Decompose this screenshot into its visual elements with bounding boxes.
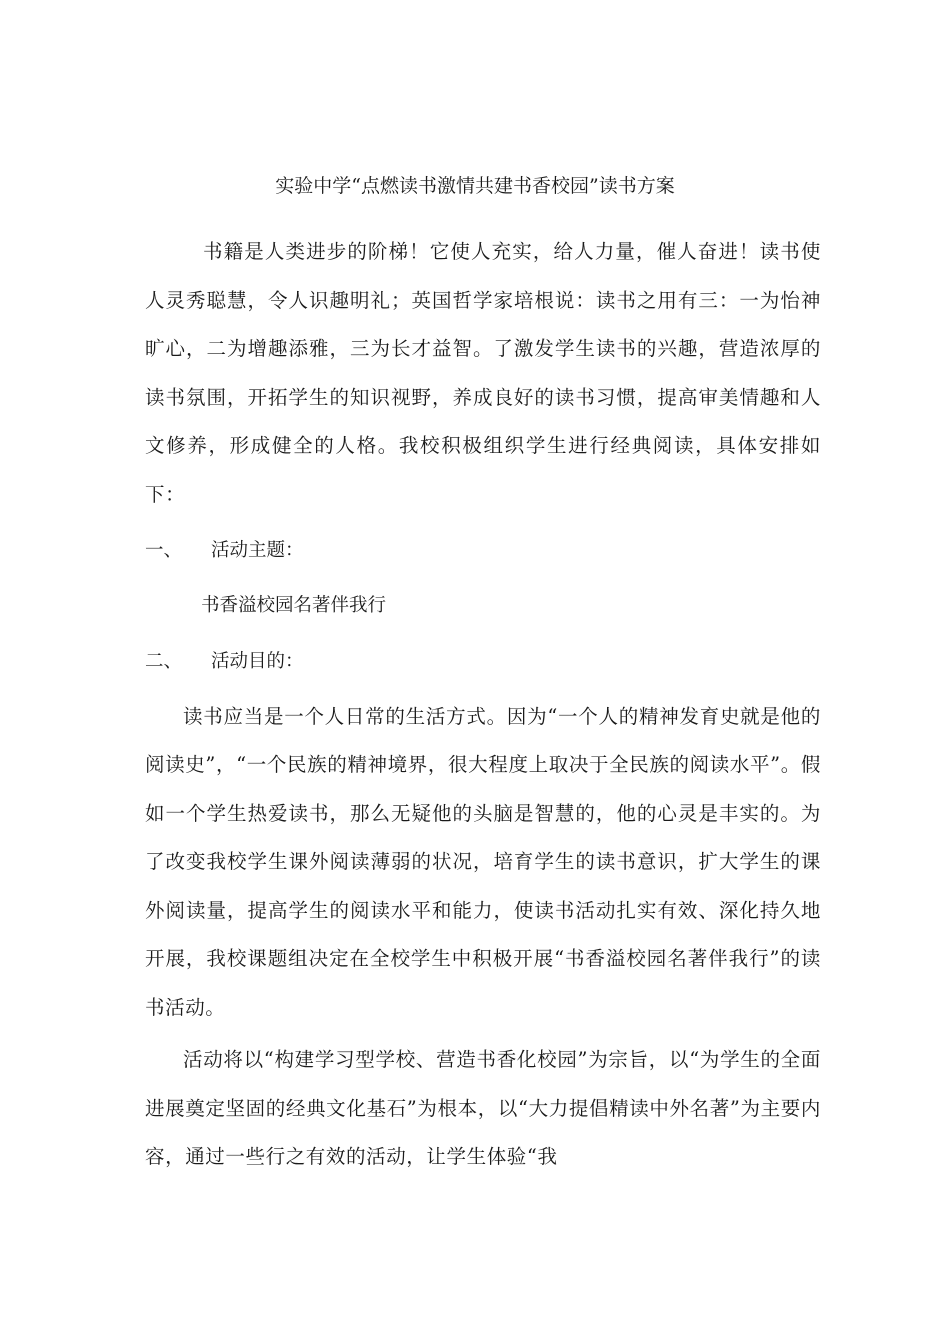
document-body	[145, 228, 821, 1182]
activity-theme: 书香溢校园名著伴我行	[201, 594, 387, 616]
section-1-number: 一、	[145, 540, 183, 561]
section-1-title: 活动主题：	[211, 540, 304, 561]
section-2-heading	[145, 638, 821, 687]
section-2-number: 二、	[145, 651, 183, 672]
section-1-heading	[145, 527, 821, 576]
intro-paragraph: 书籍是人类进步的阶梯！它使人充实，给人力量，催人奋进！读书使人灵秀聪慧，令人识趣明礼；英国哲学家培根说：读书之用有三：一为怡神旷心，二为增趣添雅，三为长才益智。了激发学生读书的兴趣，营造浓厚的读书氛围，开拓学生的知识视野，养成良好的读书习惯，提高审美情趣和人文修养，形成健全的人格。我校积极组织学生进行经典阅读，具体安排如下：	[145, 240, 821, 506]
section-2-title: 活动目的：	[211, 651, 304, 672]
purpose-paragraph-2: 活动将以“构建学习型学校、营造书香化校园”为宗旨，以“为学生的全面进展奠定坚固的经典文化基石”为根本，以“大力提倡精读中外名著”为主要内容，通过一些行之有效的活动，让学生体验“我	[145, 1048, 821, 1168]
document-title: 实验中学“点燃读书激情共建书香校园”读书方案	[275, 175, 675, 197]
purpose-paragraph-1: 读书应当是一个人日常的生活方式。因为“一个人的精神发育史就是他的阅读史”，“一个民族的精神境界，很大程度上取决于全民族的阅读水平”。假如一个学生热爱读书，那么无疑他的头脑是智慧的，他的心灵是丰实的。为了改变我校学生课外阅读薄弱的状况，培育学生的读书意识，扩大学生的课外阅读量，提高学生的阅读水平和能力，使读书活动扎实有效、深化持久地开展，我校课题组决定在全校学生中积极开展“书香溢校园名著伴我行”的读书活动。	[145, 704, 821, 1019]
